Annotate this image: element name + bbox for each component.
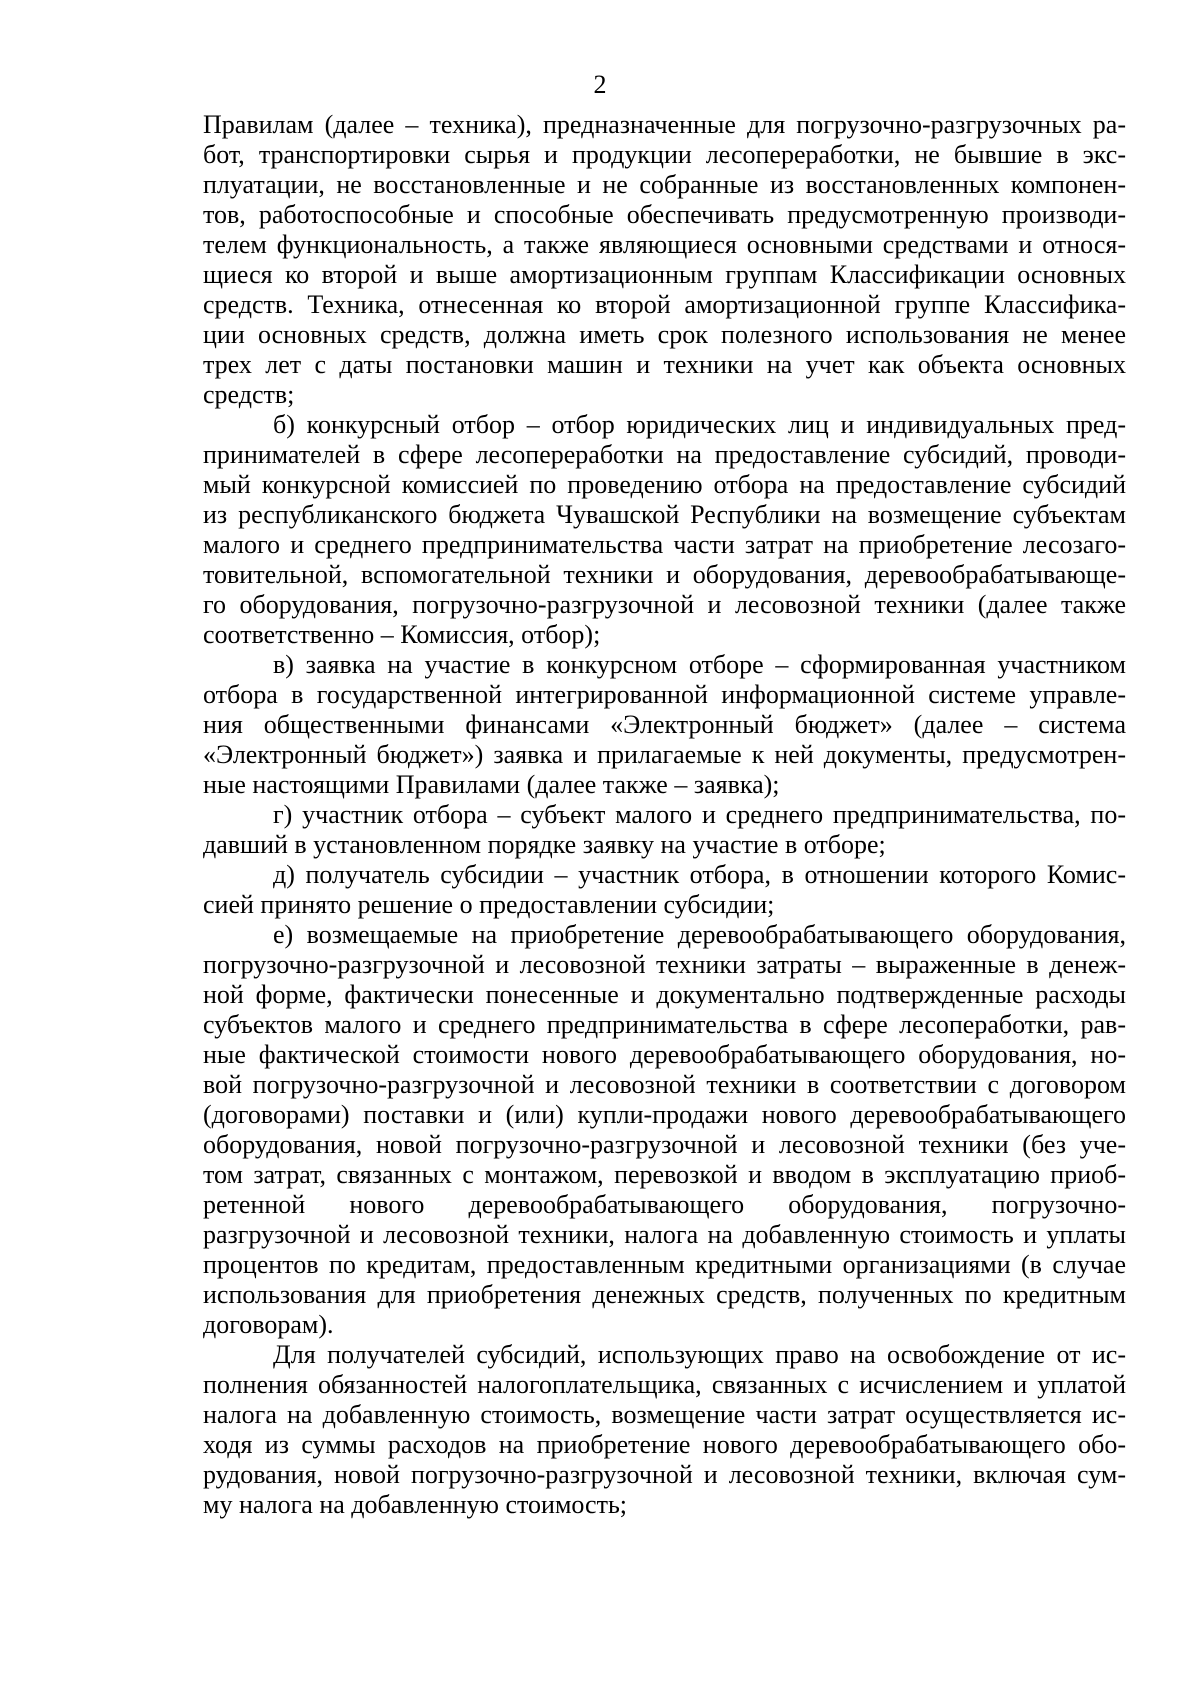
text-line: договорам).	[203, 1310, 334, 1339]
text-line: субъектов малого и среднего предпринимательства в сфере лесопеработки, рав-	[203, 1010, 1126, 1039]
paragraph	[203, 650, 1126, 800]
text-line: Для получателей субсидий, использующих право на освобождение от ис-	[273, 1340, 1126, 1369]
paragraph	[203, 1340, 1126, 1520]
text-line: г) участник отбора – субъект малого и среднего предпринимательства, по-	[273, 800, 1126, 829]
text-line: разгрузочной и лесовозной техники, налога на добавленную стоимость и уплаты	[203, 1220, 1126, 1249]
text-line: из республиканского бюджета Чувашской Республики на возмещение субъектам	[203, 500, 1126, 529]
text-line: е) возмещаемые на приобретение деревообрабатывающего оборудования,	[273, 920, 1126, 949]
text-line: Правилам (далее – техника), предназначенные для погрузочно-разгрузочных ра-	[203, 110, 1126, 139]
text-line: ной форме, фактически понесенные и документально подтвержденные расходы	[203, 980, 1126, 1009]
text-line: б) конкурсный отбор – отбор юридических лиц и индивидуальных пред-	[273, 410, 1126, 439]
text-line: вой погрузочно-разгрузочной и лесовозной техники в соответствии с договором	[203, 1070, 1126, 1099]
text-line: отбора в государственной интегрированной информационной системе управле-	[203, 680, 1126, 709]
text-line: ции основных средств, должна иметь срок полезного использования не менее	[203, 320, 1126, 349]
text-line: оборудования, новой погрузочно-разгрузочной и лесовозной техники (без уче-	[203, 1130, 1126, 1159]
paragraph	[203, 800, 1126, 860]
paragraph	[203, 110, 1126, 410]
text-line: ния общественными финансами «Электронный бюджет» (далее – система	[203, 710, 1126, 739]
text-line: малого и среднего предпринимательства части затрат на приобретение лесозаго-	[203, 530, 1126, 559]
paragraph	[203, 410, 1126, 650]
text-line: щиеся ко второй и выше амортизационным группам Классификации основных	[203, 260, 1126, 289]
text-line: мый конкурсной комиссией по проведению отбора на предоставление субсидий	[203, 470, 1126, 499]
text-line: в) заявка на участие в конкурсном отборе – сформированная участником	[273, 650, 1126, 679]
text-line: трех лет с даты постановки машин и техники на учет как объекта основных	[203, 350, 1126, 379]
text-line: телем функциональность, а также являющиеся основными средствами и относя-	[203, 230, 1126, 259]
text-line: товительной, вспомогательной техники и оборудования, деревообрабатывающе-	[203, 560, 1126, 589]
paragraph	[203, 860, 1126, 920]
text-line: принимателей в сфере лесопереработки на предоставление субсидий, проводи-	[203, 440, 1126, 469]
text-line: использования для приобретения денежных средств, полученных по кредитным	[203, 1280, 1126, 1309]
text-line: (договорами) поставки и (или) купли-продажи нового деревообрабатывающего	[203, 1100, 1126, 1129]
document-body	[203, 110, 1126, 1520]
text-line: процентов по кредитам, предоставленным кредитными организациями (в случае	[203, 1250, 1126, 1279]
paragraph	[203, 920, 1126, 1340]
text-line: рудования, новой погрузочно-разгрузочной и лесовозной техники, включая сум-	[203, 1460, 1126, 1489]
text-line: погрузочно-разгрузочной и лесовозной техники затраты – выраженные в денеж-	[203, 950, 1126, 979]
text-line: ходя из суммы расходов на приобретение нового деревообрабатывающего обо-	[203, 1430, 1126, 1459]
text-line: му налога на добавленную стоимость;	[203, 1490, 628, 1519]
text-line: полнения обязанностей налогоплательщика, связанных с исчислением и уплатой	[203, 1370, 1126, 1399]
text-line: давший в установленном порядке заявку на участие в отборе;	[203, 830, 886, 859]
text-line: налога на добавленную стоимость, возмещение части затрат осуществляется ис-	[203, 1400, 1126, 1429]
text-line: бот, транспортировки сырья и продукции лесопереработки, не бывшие в экс-	[203, 140, 1126, 169]
text-line: средств;	[203, 380, 295, 409]
text-line: «Электронный бюджет») заявка и прилагаемые к ней документы, предусмотрен-	[203, 740, 1126, 769]
page-number: 2	[593, 70, 607, 99]
text-line: соответственно – Комиссия, отбор);	[203, 620, 601, 649]
text-line: го оборудования, погрузочно-разгрузочной и лесовозной техники (далее также	[203, 590, 1126, 619]
text-line: сией принято решение о предоставлении субсидии;	[203, 890, 775, 919]
text-line: средств. Техника, отнесенная ко второй амортизационной группе Классифика-	[203, 290, 1126, 319]
text-line: ные настоящими Правилами (далее также – заявка);	[203, 770, 780, 799]
text-line: плуатации, не восстановленные и не собранные из восстановленных компонен-	[203, 170, 1126, 199]
text-line: ные фактической стоимости нового деревообрабатывающего оборудования, но-	[203, 1040, 1126, 1069]
text-line: тов, работоспособные и способные обеспечивать предусмотренную производи-	[203, 200, 1126, 229]
text-line: д) получатель субсидии – участник отбора, в отношении которого Комис-	[273, 860, 1126, 889]
text-line: том затрат, связанных с монтажом, перевозкой и вводом в эксплуатацию приоб-	[203, 1160, 1126, 1189]
text-line: ретенной нового деревообрабатывающего оборудования, погрузочно-	[203, 1190, 1126, 1219]
